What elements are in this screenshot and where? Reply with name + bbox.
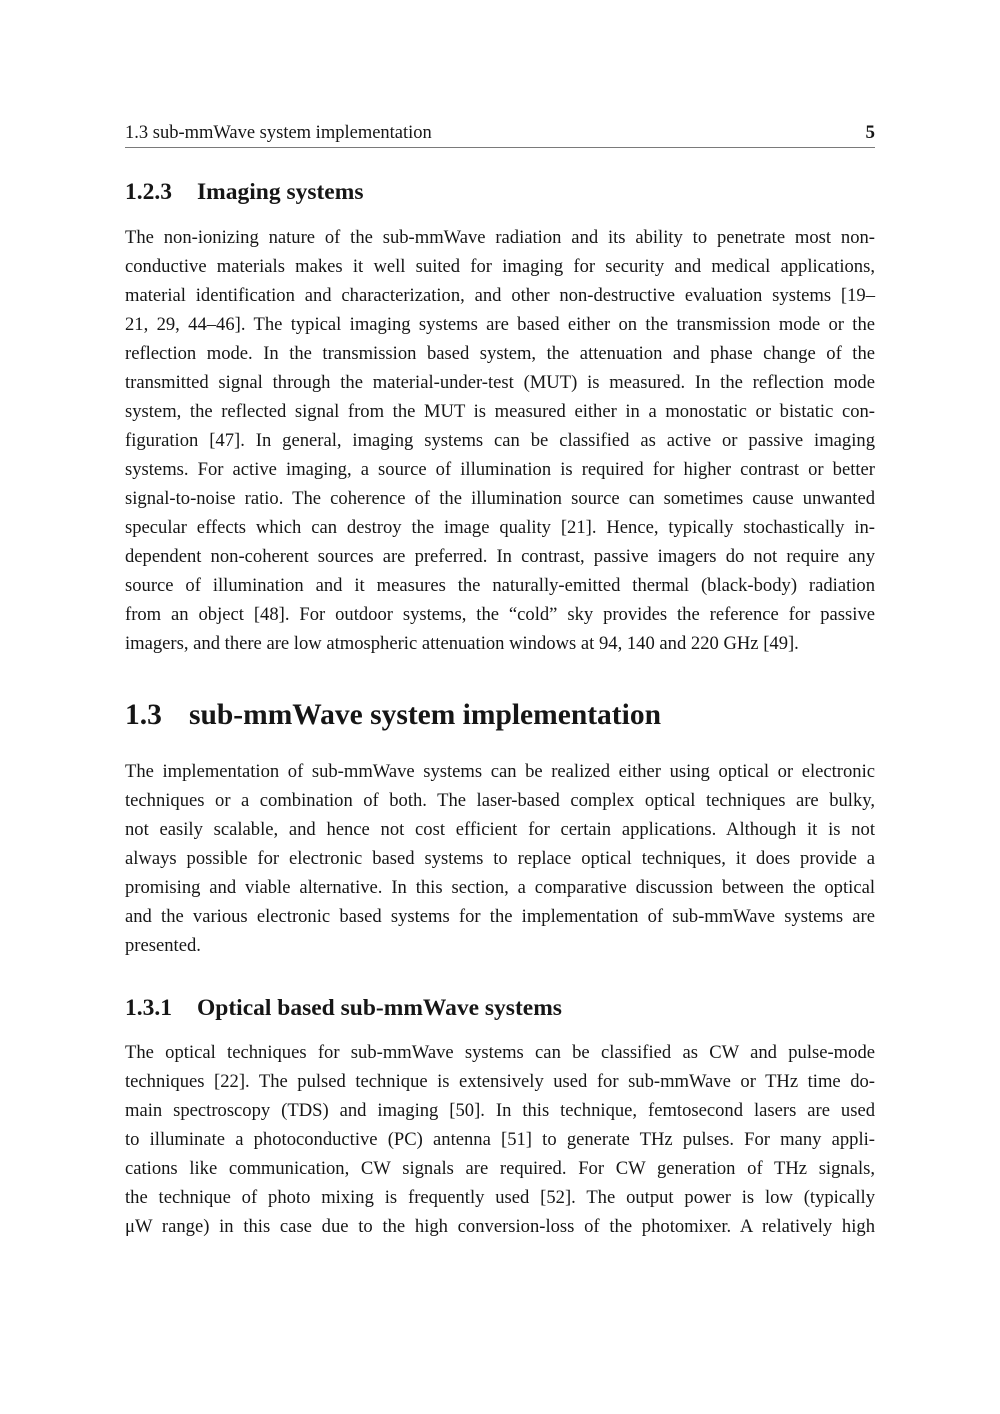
text-line: signal-to-noise ratio. The coherence of the illumination source can sometimes cause unwanted bbox=[125, 488, 875, 509]
text-line: not easily scalable, and hence not cost efficient for certain applications. Although it is not bbox=[125, 819, 875, 840]
running-header bbox=[125, 121, 875, 148]
section-heading-1-3 bbox=[125, 699, 661, 732]
section-title: sub-mmWave system implementation bbox=[189, 699, 661, 731]
text-line: μW range) in this case due to the high conversion-loss of the photomixer. A relatively high bbox=[125, 1216, 875, 1237]
text-line: techniques or a combination of both. The laser-based complex optical techniques are bulky, bbox=[125, 790, 875, 811]
text-line: techniques [22]. The pulsed technique is extensively used for sub-mmWave or THz time do- bbox=[125, 1071, 875, 1092]
text-line: source of illumination and it measures the naturally-emitted thermal (black-body) radiation bbox=[125, 575, 875, 596]
text-line: reflection mode. In the transmission based system, the attenuation and phase change of the bbox=[125, 343, 875, 364]
text-line: presented. bbox=[125, 935, 201, 956]
section-heading-1-3-1 bbox=[125, 995, 562, 1022]
text-line: specular effects which can destroy the image quality [21]. Hence, typically stochastically in- bbox=[125, 517, 875, 538]
text-line: figuration [47]. In general, imaging systems can be classified as active or passive imaging bbox=[125, 430, 875, 451]
page-number: 5 bbox=[865, 122, 875, 143]
running-title: 1.3 sub-mmWave system implementation bbox=[125, 123, 432, 143]
text-line: main spectroscopy (TDS) and imaging [50]. In this technique, femtosecond lasers are used bbox=[125, 1100, 875, 1121]
paragraph-imaging-systems bbox=[125, 223, 875, 658]
section-title: Optical based sub-mmWave systems bbox=[197, 995, 562, 1021]
section-number: 1.3 bbox=[125, 699, 162, 731]
section-heading-1-2-3 bbox=[125, 179, 363, 206]
text-line: system, the reflected signal from the MUT is measured either in a monostatic or bistatic con- bbox=[125, 401, 875, 422]
text-line: material identification and characterization, and other non-destructive evaluation systems [19– bbox=[125, 285, 875, 306]
text-line: and the various electronic based systems for the implementation of sub-mmWave systems are bbox=[125, 906, 875, 927]
text-line: 21, 29, 44–46]. The typical imaging systems are based either on the transmission mode or the bbox=[125, 314, 875, 335]
text-line: the technique of photo mixing is frequently used [52]. The output power is low (typically bbox=[125, 1187, 875, 1208]
paragraph-optical-systems bbox=[125, 1038, 875, 1241]
text-line: imagers, and there are low atmospheric attenuation windows at 94, 140 and 220 GHz [49]. bbox=[125, 633, 799, 654]
text-line: conductive materials makes it well suited for imaging for security and medical applications, bbox=[125, 256, 875, 277]
text-line: cations like communication, CW signals are required. For CW generation of THz signals, bbox=[125, 1158, 875, 1179]
text-line: to illuminate a photoconductive (PC) antenna [51] to generate THz pulses. For many appli- bbox=[125, 1129, 875, 1150]
text-line: The implementation of sub-mmWave systems can be realized either using optical or electronic bbox=[125, 761, 875, 782]
section-number: 1.2.3 bbox=[125, 179, 172, 205]
paragraph-system-implementation bbox=[125, 757, 875, 960]
text-line: from an object [48]. For outdoor systems, the “cold” sky provides the reference for passive bbox=[125, 604, 875, 625]
text-line: The optical techniques for sub-mmWave systems can be classified as CW and pulse-mode bbox=[125, 1042, 875, 1063]
text-line: always possible for electronic based systems to replace optical techniques, it does provide a bbox=[125, 848, 875, 869]
text-line: promising and viable alternative. In this section, a comparative discussion between the optical bbox=[125, 877, 875, 898]
section-number: 1.3.1 bbox=[125, 995, 172, 1021]
text-line: The non-ionizing nature of the sub-mmWave radiation and its ability to penetrate most non- bbox=[125, 227, 875, 248]
section-title: Imaging systems bbox=[197, 179, 364, 205]
text-line: systems. For active imaging, a source of illumination is required for higher contrast or better bbox=[125, 459, 875, 480]
text-line: dependent non-coherent sources are preferred. In contrast, passive imagers do not require any bbox=[125, 546, 875, 567]
text-line: transmitted signal through the material-under-test (MUT) is measured. In the reflection mode bbox=[125, 372, 875, 393]
